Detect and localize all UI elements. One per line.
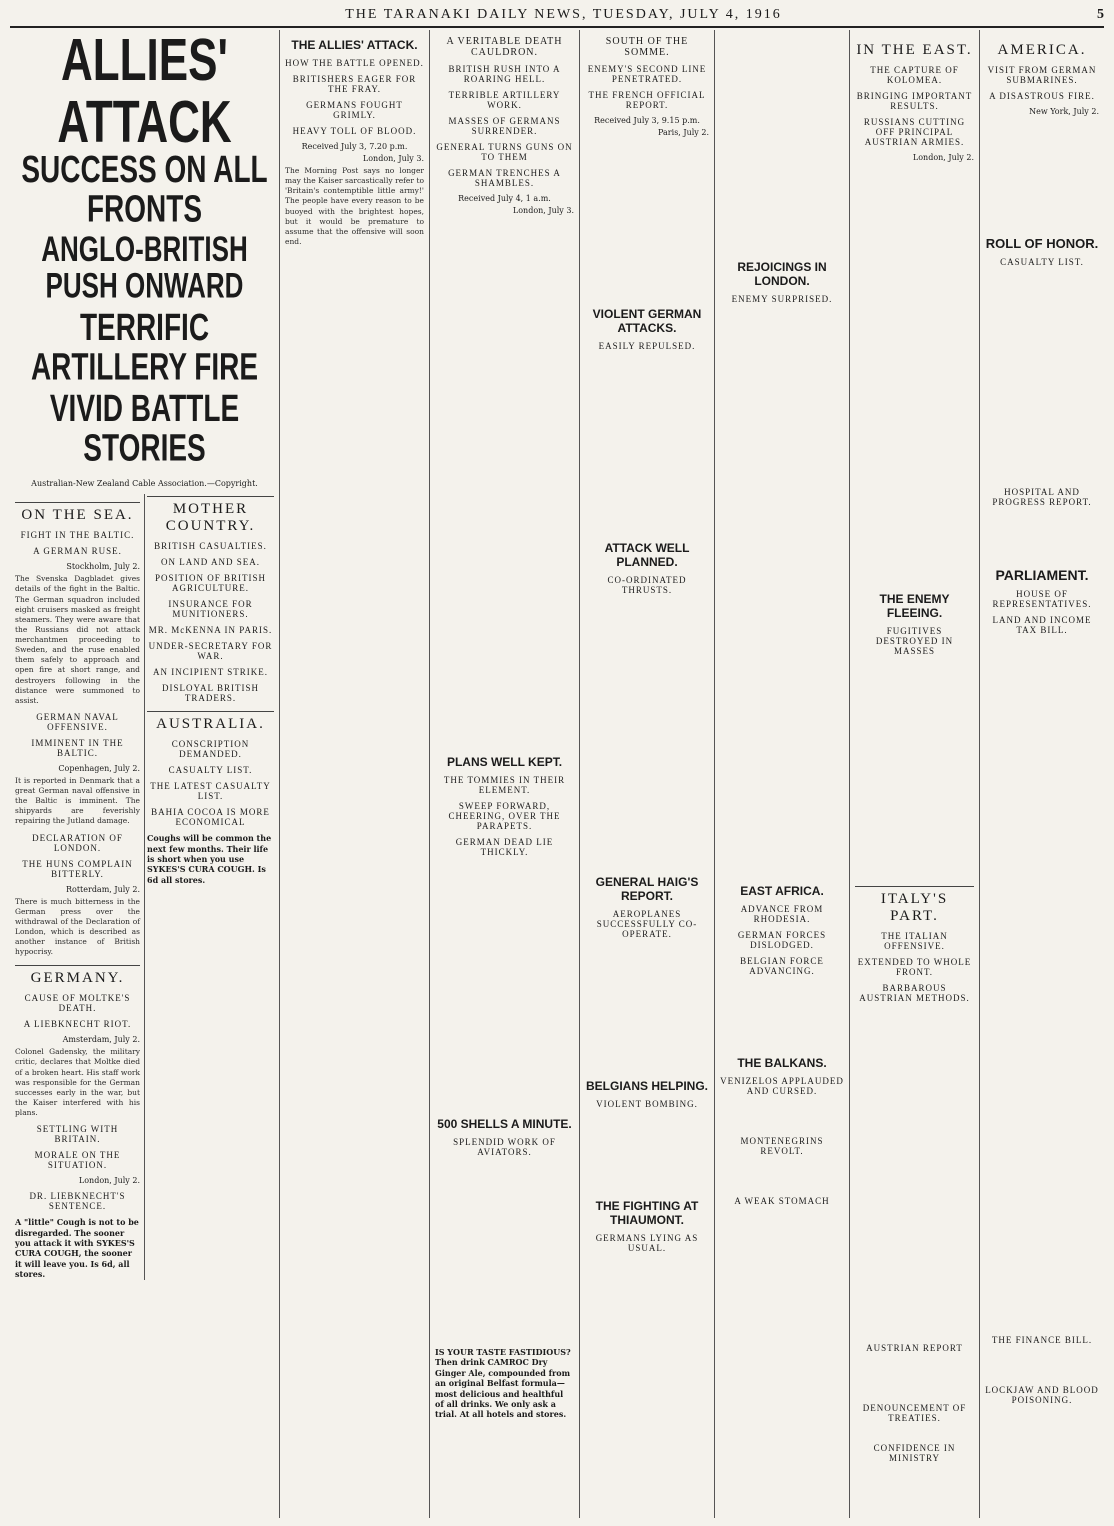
- article-headline: ROLL OF HONOR.: [985, 236, 1099, 251]
- article-headline: THE BALKANS.: [737, 1056, 827, 1070]
- subhead: BRITISHERS EAGER FOR THE FRAY.: [292, 74, 417, 94]
- article-headline: THE FIGHTING AT THIAUMONT.: [595, 1199, 699, 1227]
- subhead-settling: SETTLING WITH BRITAIN.: [36, 1124, 119, 1145]
- subhead: CONFIDENCE IN MINISTRY: [873, 1443, 956, 1463]
- subhead-casualties: BRITISH CASUALTIES.: [154, 541, 267, 552]
- subhead: THE FINANCE BILL.: [991, 1335, 1093, 1345]
- subhead: GENERAL TURNS GUNS ON TO THEM: [436, 142, 573, 162]
- subhead-strike: AN INCIPIENT STRIKE.: [152, 667, 269, 678]
- subhead: ENEMY'S SECOND LINE PENETRATED.: [587, 64, 707, 84]
- article-headline: VIOLENT GERMAN ATTACKS.: [592, 307, 702, 335]
- article-headline: REJOICINGS IN LONDON.: [737, 260, 827, 288]
- received-line: Received July 3, 7.20 p.m.: [301, 142, 408, 151]
- subhead: HOSPITAL AND PROGRESS REPORT.: [992, 487, 1092, 507]
- column-rejoicings: [715, 30, 850, 1518]
- headline-success: SUCCESS ON ALL FRONTS: [21, 148, 268, 231]
- article-headline: BELGIANS HELPING.: [585, 1079, 708, 1093]
- dateline: Copenhagen, July 2.: [58, 763, 140, 773]
- subhead: LAND AND INCOME TAX BILL.: [992, 615, 1092, 635]
- subhead: GERMANS LYING AS USUAL.: [595, 1233, 699, 1253]
- article-headline: ITALY'S PART.: [855, 886, 974, 925]
- subhead-insurance: INSURANCE FOR MUNITIONERS.: [168, 599, 253, 620]
- subhead-casualty-list: CASUALTY LIST.: [168, 765, 253, 776]
- subhead: THE TOMMIES IN THEIR ELEMENT.: [443, 775, 566, 795]
- subhead: BRITISH RUSH INTO A ROARING HELL.: [448, 64, 561, 84]
- article-headline: AMERICA.: [997, 42, 1087, 58]
- subhead: ENEMY SURPRISED.: [731, 294, 833, 304]
- subhead-moltke: CAUSE OF MOLTKE'S DEATH.: [24, 993, 131, 1014]
- subhead: FUGITIVES DESTROYED IN MASSES: [875, 626, 954, 656]
- article-headline: GENERAL HAIG'S REPORT.: [595, 875, 699, 903]
- subhead: ADVANCE FROM RHODESIA.: [740, 904, 824, 924]
- subhead-traders: DISLOYAL BRITISH TRADERS.: [162, 683, 259, 704]
- article-text: The Svenska Dagbladet gives details of the fight in the Baltic. The German squadron included eight cruisers masked as freight steamers. They were aware that the Russians did not attack merchantmen proceeding to Sweden, and the ruse enabled them safely to approach and open fire at short range, and destroyers following in the distance were summoned to assist.: [15, 574, 140, 705]
- subhead: CO-ORDINATED THRUSTS.: [607, 575, 687, 595]
- headline-stories: VIVID BATTLE STORIES: [49, 386, 240, 469]
- subhead-conscription: CONSCRIPTION DEMANDED.: [171, 739, 250, 760]
- subhead: AEROPLANES SUCCESSFULLY CO-OPERATE.: [596, 909, 698, 939]
- headline-artillery: TERRIFIC ARTILLERY FIRE: [30, 306, 259, 388]
- page-number: 5: [1097, 7, 1104, 22]
- subhead: LOCKJAW AND BLOOD POISONING.: [985, 1385, 1099, 1405]
- subhead: GERMAN TRENCHES A SHAMBLES.: [448, 168, 561, 188]
- article-headline: A VERITABLE DEATH CAULDRON.: [446, 36, 563, 58]
- subhead: THE CAPTURE OF KOLOMEA.: [870, 65, 959, 85]
- columns: [10, 30, 1104, 1518]
- dateline: Stockholm, July 2.: [66, 562, 140, 572]
- subhead: GERMAN DEAD LIE THICKLY.: [455, 837, 554, 857]
- article-headline: PLANS WELL KEPT.: [446, 755, 563, 769]
- subhead: DENOUNCEMENT OF TREATIES.: [862, 1403, 967, 1423]
- headline-allies-attack: ALLIES' ATTACK: [57, 30, 232, 156]
- article-headline: THE ENEMY FLEEING.: [879, 592, 950, 620]
- subhead-baltic: FIGHT IN THE BALTIC.: [20, 530, 135, 541]
- subhead-imminent: IMMINENT IN THE BALTIC.: [31, 737, 124, 758]
- advertisement: Coughs will be common the next few months. Their life is short when you use SYKES'S CURA COUGH. Is 6d all stores.: [147, 833, 272, 885]
- dateline: London, July 3.: [512, 206, 574, 215]
- subhead-liebknecht: DR. LIEBKNECHT'S SENTENCE.: [29, 1191, 126, 1212]
- article-headline: 500 SHELLS A MINUTE.: [437, 1117, 572, 1131]
- section-australia: AUSTRALIA.: [147, 711, 274, 733]
- subhead-bahia: BAHIA COCOA IS MORE ECONOMICAL: [151, 807, 270, 828]
- received-line: Received July 4, 1 a.m.: [458, 194, 551, 203]
- subhead: GERMAN FORCES DISLODGED.: [737, 930, 827, 950]
- column-death-cauldron: [430, 30, 580, 1518]
- masthead-title: THE TARANAKI DAILY NEWS, TUESDAY, JULY 4, 1916: [345, 7, 782, 22]
- headline-push: ANGLO-BRITISH PUSH ONWARD: [41, 228, 248, 307]
- dateline: London, July 2.: [78, 1176, 140, 1186]
- subhead: MASSES OF GERMANS SURRENDER.: [448, 116, 561, 136]
- subhead-latest-list: THE LATEST CASUALTY LIST.: [150, 781, 271, 802]
- article-text: Colonel Gadensky, the military critic, declares that Moltke died of a broken heart. His staff work was responsible for the German successes early in the war, but the Kaiser interfered with his plans.: [15, 1047, 140, 1118]
- subhead: THE FRENCH OFFICIAL REPORT.: [588, 90, 706, 110]
- subhead: BRINGING IMPORTANT RESULTS.: [856, 91, 973, 111]
- article-headline: SOUTH OF THE SOMME.: [605, 36, 689, 58]
- subhead: BARBAROUS AUSTRIAN METHODS.: [859, 983, 970, 1003]
- advertisement: A "little" Cough is not to be disregarded. The sooner you attack it with SYKES'S CURA COUGH, the sooner it will leave you. Is 6d, all stores.: [15, 1217, 139, 1280]
- article-text: It is reported in Denmark that a great German naval offensive in the Baltic is imminent. The shipyards are feverishly repairing the Jutland damage.: [15, 775, 140, 826]
- subhead: RUSSIANS CUTTING OFF PRINCIPAL AUSTRIAN ARMIES.: [863, 117, 966, 147]
- article-headline: EAST AFRICA.: [740, 884, 824, 898]
- article-text: There is much bitterness in the German press over the withdrawal of the Declaration of London, which is described as another instance of British hypocrisy.: [15, 896, 140, 957]
- advertisement: IS YOUR TASTE FASTIDIOUS? Then drink CAMROC Dry Ginger Ale, compounded from an original Belfast formula—most delicious and healthful of all drinks. We only ask a trial. At all hotels and stores.: [435, 1347, 571, 1420]
- subhead: EXTENDED TO WHOLE FRONT.: [857, 957, 972, 977]
- subhead-naval-offensive: GERMAN NAVAL OFFENSIVE.: [36, 711, 119, 732]
- subhead: BELGIAN FORCE ADVANCING.: [740, 956, 824, 976]
- subhead: EASILY REPULSED.: [598, 341, 696, 351]
- column-america: [980, 30, 1104, 1518]
- dateline: Amsterdam, July 2.: [62, 1035, 140, 1045]
- dateline: London, July 3.: [362, 154, 424, 163]
- subhead: AUSTRIAN REPORT: [866, 1343, 963, 1353]
- subhead-morale: MORALE ON THE SITUATION.: [34, 1150, 121, 1171]
- article-headline: IN THE EAST.: [856, 42, 973, 58]
- subhead: HEAVY TOLL OF BLOOD.: [292, 126, 417, 136]
- column-1: [10, 30, 280, 1518]
- section-mother-country: MOTHER COUNTRY.: [147, 496, 274, 535]
- column-allies-attack: [280, 30, 430, 1518]
- subhead: VIOLENT BOMBING.: [596, 1099, 698, 1109]
- column-south-somme: [580, 30, 715, 1518]
- dateline: Paris, July 2.: [658, 128, 709, 137]
- subhead-declaration: DECLARATION OF LONDON.: [32, 832, 123, 853]
- subhead: HOW THE BATTLE OPENED.: [285, 58, 424, 68]
- masthead: [10, 4, 1104, 28]
- subhead: MONTENEGRINS REVOLT.: [740, 1136, 824, 1156]
- column-in-the-east: [850, 30, 980, 1518]
- subhead-riot: A LIEBKNECHT RIOT.: [23, 1019, 132, 1030]
- section-germany: GERMANY.: [15, 965, 140, 987]
- article-headline: ATTACK WELL PLANNED.: [604, 541, 690, 569]
- subhead: VISIT FROM GERMAN SUBMARINES.: [987, 65, 1097, 85]
- subhead: SPLENDID WORK OF AVIATORS.: [453, 1137, 556, 1157]
- subhead-agriculture: POSITION OF BRITISH AGRICULTURE.: [154, 573, 266, 594]
- article-headline: THE ALLIES' ATTACK.: [291, 38, 418, 52]
- subhead-land-sea: ON LAND AND SEA.: [161, 557, 260, 568]
- subhead: A DISASTROUS FIRE.: [989, 91, 1095, 101]
- subhead-ruse: A GERMAN RUSE.: [33, 546, 122, 557]
- received-line: Received July 3, 9.15 p.m.: [594, 116, 700, 125]
- subhead-under-secretary: UNDER-SECRETARY FOR WAR.: [148, 641, 273, 662]
- subhead-mckenna: MR. McKENNA IN PARIS.: [148, 625, 273, 636]
- subhead: VENIZELOS APPLAUDED AND CURSED.: [720, 1076, 844, 1096]
- article-text: The Morning Post says no longer may the Kaiser sarcastically refer to 'Britain's contemptible little army!' The people have every reason to be buoyed with the brightest hopes, but it would be premature to assume that the offensive will soon end.: [285, 166, 424, 246]
- dateline: New York, July 2.: [1029, 107, 1099, 116]
- subhead: THE ITALIAN OFFENSIVE.: [881, 931, 948, 951]
- subhead-huns: THE HUNS COMPLAIN BITTERLY.: [22, 858, 133, 879]
- dateline: Rotterdam, July 2.: [65, 884, 140, 894]
- subhead: GERMANS FOUGHT GRIMLY.: [306, 100, 403, 120]
- subhead: TERRIBLE ARTILLERY WORK.: [448, 90, 561, 110]
- section-on-the-sea: ON THE SEA.: [15, 502, 140, 524]
- subhead: CASUALTY LIST.: [1000, 257, 1084, 267]
- subhead: A WEAK STOMACH: [734, 1196, 830, 1206]
- dateline: London, July 2.: [912, 153, 974, 162]
- credit-line: Australian-New Zealand Cable Association.—Copyright.: [31, 479, 258, 489]
- subhead: HOUSE OF REPRESENTATIVES.: [992, 589, 1092, 609]
- subhead: SWEEP FORWARD, CHEERING, OVER THE PARAPETS.: [448, 801, 561, 831]
- article-headline: PARLIAMENT.: [995, 567, 1089, 583]
